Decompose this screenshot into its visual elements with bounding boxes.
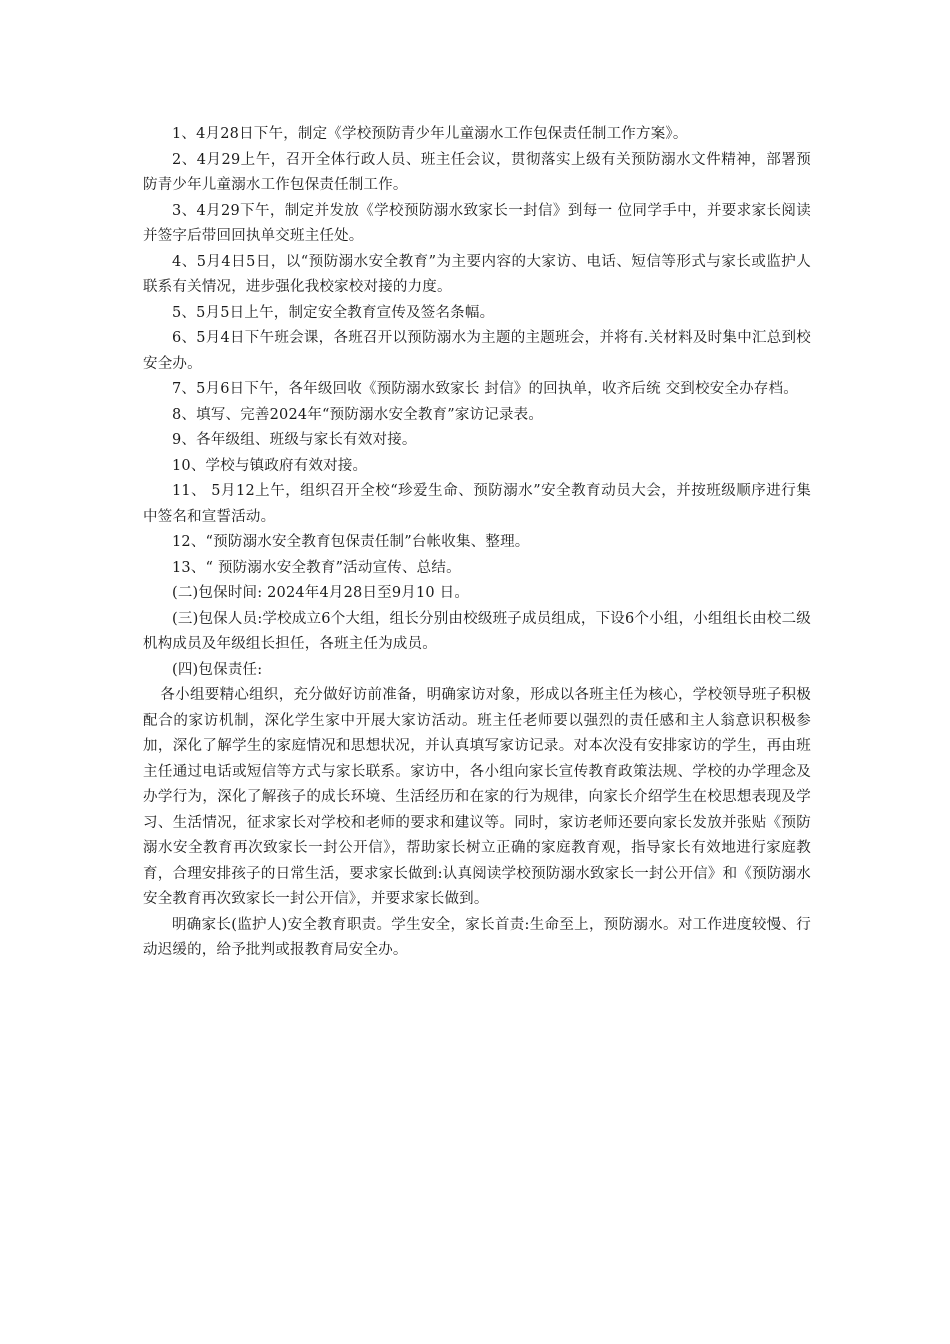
paragraph-item-12: 12、“预防溺水安全教育包保责任制”台帐收集、整理。 — [172, 534, 530, 550]
paragraph-item-8: 8、填写、完善2024年“预防溺水安全教育”家访记录表。 — [172, 406, 544, 423]
paragraph-item-5: 5、5月5日上午，制定安全教育宣传及签名条幅。 — [172, 304, 495, 321]
section-personnel: (三)包保人员:学校成立6个大组，组长分别由校级班子成员组成，下设6个小组，小组组长由校二级机构成员及年级组长担任，各班主任为成员。 — [143, 610, 811, 652]
paragraph-item-2: 2、4月29上午，召开全体行政人员、班主任会议，贯彻落实上级有关预防溺水文件精神，部署预防青少年儿童溺水工作包保责任制工作。 — [143, 151, 811, 193]
section-responsibility-body: 各小组要精心组织，充分做好访前准备，明确家访对象，形成以各班主任为核心，学校领导班子积极配合的家访机制，深化学生家中开展大家访活动。班主任老师要以强烈的责任感和主人翁意识积极参加，深化了解学生的家庭情况和思想状况，并认真填写家访记录。对本次没有安排家访的学生，再由班主任通过电话或短信等方式与家长联系。家访中，各小组向家长宣传教育政策法规、学校的办学理念及办学行为，深化了解孩子的成长环境、生活经历和在家的行为规律，向家长介绍学生在校思想表现及学习、生活情况，征求家长对学校和老师的要求和建议等。同时，家访老师还要向家长发放并张贴《预防溺水安全教育再次致家长一封公开信》，帮助家长树立正确的家庭教育观，指导家长有效地进行家庭教育，合理安排孩子的日常生活，要求家长做到:认真阅读学校预防溺水致家长一封公开信》和《预防溺水安全教育再次致家长一封公开信》，并要求家长做到。 — [143, 687, 811, 907]
paragraph-item-6: 6、5月4日下午班会课，各班召开以预防溺水为主题的主题班会，并将有.关材料及时集中汇总到校安全办。 — [143, 330, 811, 372]
closing-paragraph: 明确家长(监护人)安全教育职责。学生安全，家长首责:生命至上，预防溺水。对工作进度较慢、行动迟缓的，给予批判或报教育局安全办。 — [143, 916, 811, 958]
section-time: (二)包保时间: 2024年4月28日至9月10 日。 — [172, 585, 470, 601]
paragraph-item-13: 13、“ 预防溺水安全教育”活动宣传、总结。 — [172, 559, 461, 576]
paragraph-item-7: 7、5月6日下午，各年级回收《预防溺水致家长 封信》的回执单，收齐后统 交到校安全办存档。 — [172, 381, 798, 397]
document-body — [143, 122, 811, 964]
paragraph-item-4: 4、5月4日5日，以“预防溺水安全教育”为主要内容的大家访、电话、短信等形式与家长或监护人联系有关情况，进步强化我校家校对接的力度。 — [143, 253, 811, 295]
paragraph-item-3: 3、4月29下午，制定并发放《学校预防溺水致家长一封信》到每一 位同学手中，并要求家长阅读并签字后带回回执单交班主任处。 — [143, 202, 811, 244]
paragraph-item-11: 11、 5月12上午，组织召开全校“珍爱生命、预防溺水”安全教育动员大会，并按班级顺序进行集中签名和宣誓活动。 — [143, 483, 811, 525]
section-responsibility-heading: (四)包保责任: — [172, 661, 263, 678]
paragraph-item-1: 1、4月28日下午，制定《学校预防青少年儿童溺水工作包保责任制工作方案》。 — [172, 126, 688, 142]
paragraph-item-9: 9、各年级组、班级与家长有效对接。 — [172, 432, 417, 448]
paragraph-item-10: 10、学校与镇政府有效对接。 — [172, 457, 368, 474]
